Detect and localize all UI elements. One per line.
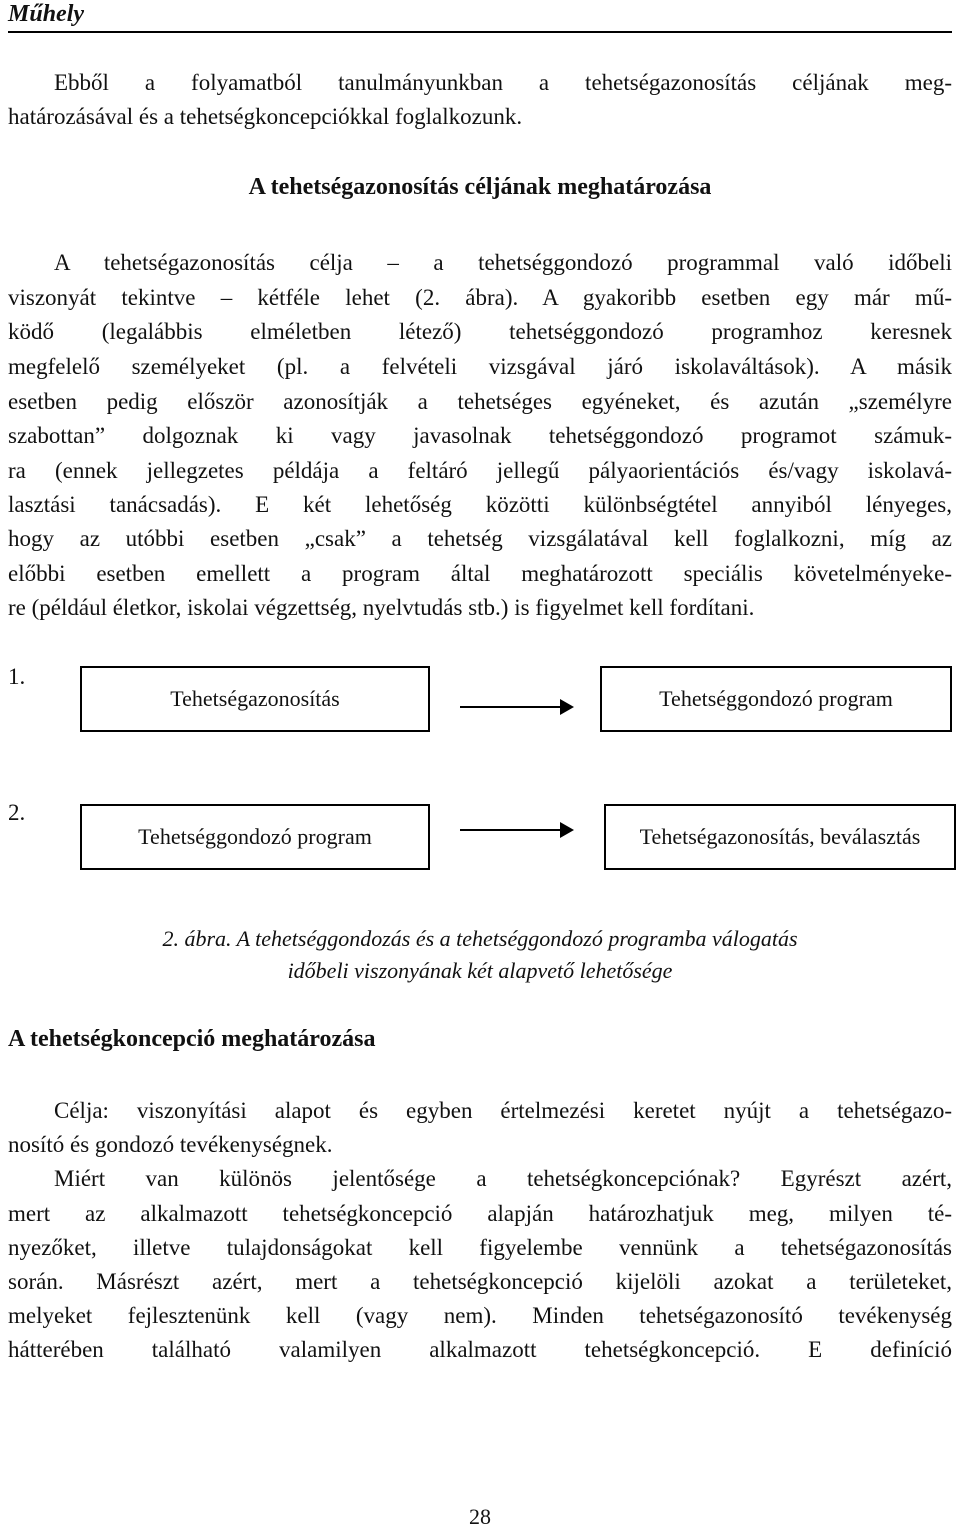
paragraph-line: megfelelő személyeket (pl. a felvételi vizsgával járó iskolaváltások). A másik	[8, 354, 952, 379]
paragraph-line: szabottan” dolgoznak ki vagy javasolnak tehetséggondozó programot számuk-	[8, 423, 952, 448]
paragraph-line: melyeket fejlesztenünk kell (vagy nem). Minden tehetségazonosító tevékenység	[8, 1303, 952, 1328]
arrow-right-icon	[460, 829, 562, 831]
figure-row-number: 1.	[8, 664, 26, 689]
paragraph-line: lasztási tanácsadás). E két lehetőség közötti különbségtétel annyiból lényeges,	[8, 492, 952, 517]
running-header	[8, 0, 952, 28]
page-number: 28	[469, 1504, 491, 1529]
paragraph-line: Miért van különös jelentősége a tehetségkoncepciónak? Egyrészt azért,	[54, 1166, 952, 1191]
paragraph-line: nosító és gondozó tevékenységnek.	[8, 1132, 333, 1157]
figure-box-selection: Tehetségazonosítás, beválasztás	[604, 804, 956, 870]
paragraph-line: előbbi esetben emellett a program által meghatározott speciális követelményeke-	[8, 561, 952, 586]
section-heading: A tehetségazonosítás céljának meghatározása	[248, 174, 712, 200]
figure-row-number: 2.	[8, 800, 26, 825]
paragraph-line: viszonyát tekintve – kétféle lehet (2. ábra). A gyakoribb esetben egy már mű-	[8, 285, 952, 310]
paragraph-line: Ebből a folyamatból tanulmányunkban a tehetségazonosítás céljának meg-	[54, 70, 952, 95]
paragraph-line: ra (ennek jellegzetes példája a feltáró jellegű pályaorientációs és/vagy iskolavá-	[8, 458, 952, 483]
paragraph-line: határozásával és a tehetségkoncepciókkal foglalkozunk.	[8, 104, 523, 129]
section-title: Műhely	[8, 1, 85, 27]
figure-caption: időbeli viszonyának két alapvető lehetősége	[287, 958, 673, 983]
paragraph-line: re (például életkor, iskolai végzettség, nyelvtudás stb.) is figyelmet kell fordítani.	[8, 595, 755, 620]
paragraph-line: ködő (legalábbis elméletben létező) tehetséggondozó programhoz keresnek	[8, 319, 952, 344]
arrow-right-icon	[460, 706, 562, 708]
figure-caption: 2. ábra. A tehetséggondozás és a tehetséggondozó programba válogatás	[162, 926, 798, 951]
paragraph-line: Célja: viszonyítási alapot és egyben értelmezési keretet nyújt a tehetségazo-	[54, 1098, 952, 1123]
header-rule	[8, 31, 952, 33]
section-heading: A tehetségkoncepció meghatározása	[8, 1026, 376, 1052]
paragraph-line: hogy az utóbbi esetben „csak” a tehetség vizsgálatával kell foglalkozni, míg az	[8, 526, 952, 551]
paragraph-line: során. Másrészt azért, mert a tehetségkoncepció kijelöli azokat a területeket,	[8, 1269, 952, 1294]
figure-box-program: Tehetséggondozó program	[80, 804, 430, 870]
paragraph-line: mert az alkalmazott tehetségkoncepció alapján határozhatjuk meg, milyen té-	[8, 1201, 952, 1226]
paragraph-line: hátterében található valamilyen alkalmazott tehetségkoncepció. E definíció	[8, 1337, 952, 1362]
paragraph-line: esetben pedig először azonosítják a tehetséges egyéneket, és azután „személyre	[8, 389, 952, 414]
paragraph-line: A tehetségazonosítás célja – a tehetséggondozó programmal való időbeli	[54, 250, 952, 275]
figure-box-program: Tehetséggondozó program	[600, 666, 952, 732]
figure-box-identification: Tehetségazonosítás	[80, 666, 430, 732]
paragraph-line: nyezőket, illetve tulajdonságokat kell figyelembe vennünk a tehetségazonosítás	[8, 1235, 952, 1260]
